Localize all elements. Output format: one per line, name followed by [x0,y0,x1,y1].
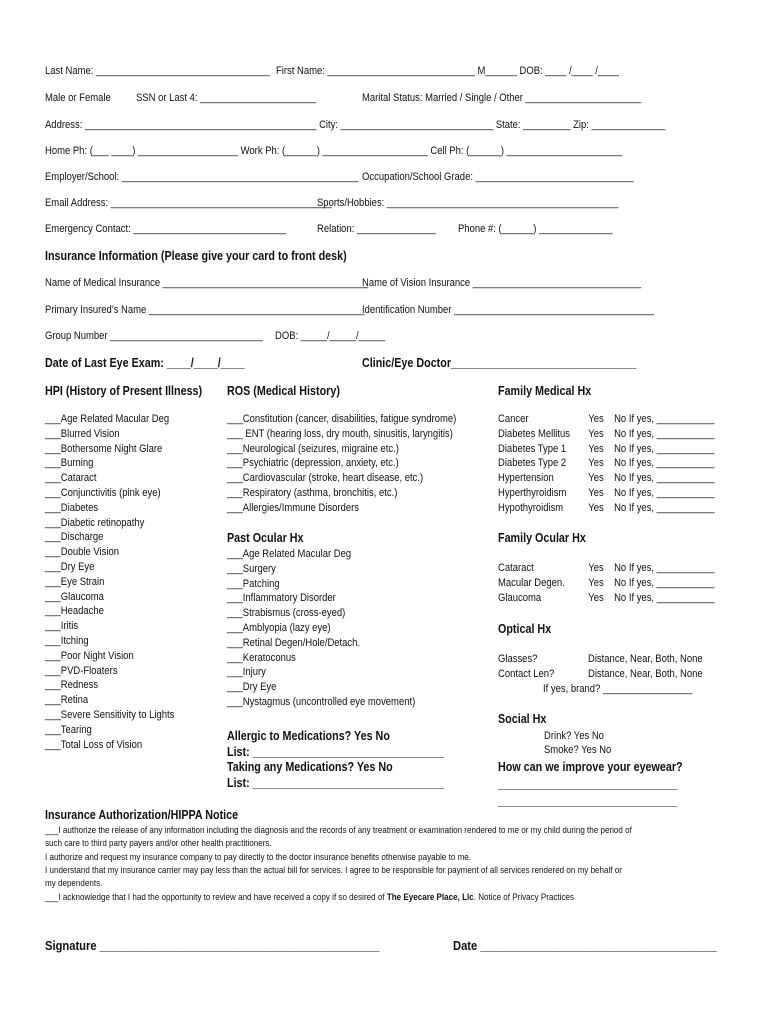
hpi-heading: HPI (History of Present Illness) [45,384,203,398]
ros-checklist-item[interactable]: ___Constitution (cancer, disabilities, fatigue syndrome) [227,413,457,425]
privacy-ack-text: ___I acknowledge that I had the opportunity to review and have received a copy if so desired of [45,892,387,903]
auth-responsibility-text-cont: my dependents. [45,878,103,889]
family-ocular-no-option[interactable]: No If yes, ___________ [614,562,715,574]
ros-checklist-item[interactable]: ___ ENT (hearing loss, dry mouth, sinusitis, laryngitis) [227,427,453,440]
family-ocular-row[interactable] [498,591,715,606]
practice-name: The Eyecare Place, Llc [386,892,474,903]
family-medical-no-option[interactable]: No If yes, ___________ [614,427,715,440]
hpi-checklist-item[interactable]: ___Total Loss of Vision [45,738,143,751]
contacts-options[interactable]: Distance, Near, Both, None [588,668,703,680]
phone-fields[interactable]: Home Ph: (___ ____) ___________________ Work Ph: (______) ____________________ Cell Ph: (______) ______________________ [45,145,623,157]
auth-release-text-cont: such care to third party payers and/or other health practitioners. [45,838,272,849]
hpi-checklist-item[interactable]: ___Diabetes [45,501,99,514]
authorization-heading: Insurance Authorization/HIPPA Notice [45,808,239,822]
medication-list-field[interactable]: List: ________________________________ [227,776,445,790]
auth-payment-text: I authorize and request my insurance company to pay directly to the doctor insurance benefits otherwise payable to me. [45,852,472,863]
family-ocular-list [498,561,715,605]
family-medical-yes-option[interactable]: Yes [588,501,604,514]
family-ocular-condition: Macular Degen. [498,576,565,589]
insurance-heading: Insurance Information (Please give your card to front desk) [45,249,347,263]
first-name-dob-field[interactable]: First Name: ____________________________ M______ DOB: ____ /____ /____ [276,65,619,77]
family-medical-row[interactable] [498,427,715,442]
occupation-field[interactable]: Occupation/School Grade: ______________________________ [362,171,634,183]
group-number-field[interactable]: Group Number _____________________________ [45,330,263,342]
hpi-checklist-item[interactable]: ___Tearing [45,723,92,736]
hpi-checklist-item[interactable]: ___Retina [45,694,89,707]
contacts-label: Contact Len? [498,668,555,680]
family-medical-condition: Diabetes Mellitus [498,427,571,440]
family-medical-yes-option[interactable]: Yes [588,472,604,485]
hpi-checklist-item[interactable]: ___Severe Sensitivity to Lights [45,708,175,721]
smoke-question[interactable]: Smoke? Yes No [544,744,612,756]
date-field[interactable]: Date ______________________________________ [453,938,717,953]
ros-checklist-item[interactable]: ___Psychiatric (depression, anxiety, etc.) [227,457,399,470]
email-field[interactable]: Email Address: __________________________________________ [45,197,332,209]
family-ocular-condition: Glaucoma [498,591,542,604]
past-ocular-list [227,547,446,710]
family-medical-no-option[interactable]: No If yes, ___________ [614,501,715,514]
hpi-checklist-item[interactable]: ___Conjunctivitis (pink eye) [45,486,161,499]
hpi-checklist-item[interactable]: ___Iritis [45,620,79,633]
hpi-checklist-item[interactable]: ___Blurred Vision [45,427,120,440]
hpi-checklist-item[interactable]: ___Discharge [45,531,104,544]
family-medical-row[interactable] [498,412,715,427]
past-ocular-checklist-item[interactable]: ___Inflammatory Disorder [227,592,336,605]
family-medical-yes-option[interactable]: Yes [588,457,604,470]
family-medical-condition: Diabetes Type 1 [498,442,567,455]
past-ocular-checklist-item[interactable]: ___Keratoconus [227,651,296,664]
ros-checklist-item[interactable]: ___Neurological (seizures, migraine etc.) [227,442,399,455]
identification-number-field[interactable]: Identification Number ______________________________________ [362,304,654,316]
family-medical-row[interactable] [498,442,715,457]
hpi-checklist-item[interactable]: ___Double Vision [45,546,119,559]
taking-medications-question[interactable]: Taking any Medications? Yes No [227,760,393,774]
hpi-checklist-item[interactable]: ___Cataract [45,472,97,485]
improve-answer-line-1[interactable]: ______________________________ [498,777,678,791]
past-ocular-checklist-item[interactable]: ___Age Related Macular Deg [227,548,352,560]
family-medical-no-option[interactable]: No If yes, ___________ [614,413,715,425]
auth-responsibility-text: I understand that my insurance carrier may pay less than the actual bill for services. I agree to be responsible for payment of all services rendered on my behalf or [45,865,622,876]
family-medical-row[interactable] [498,471,715,486]
family-ocular-condition: Cataract [498,562,534,574]
family-ocular-yes-option[interactable]: Yes [588,562,604,574]
improve-eyewear-question: How can we improve your eyewear? [498,760,683,774]
family-medical-yes-option[interactable]: Yes [588,413,604,425]
hpi-checklist-item[interactable]: ___Glaucoma [45,590,104,603]
family-medical-row[interactable] [498,456,715,471]
family-ocular-row[interactable] [498,576,715,591]
hpi-checklist-item[interactable]: ___Headache [45,605,104,618]
past-ocular-checklist-item[interactable]: ___Dry Eye [227,681,277,694]
past-ocular-heading: Past Ocular Hx [227,531,304,545]
past-ocular-checklist-item[interactable]: ___Retinal Degen/Hole/Detach. [227,636,361,649]
glasses-label: Glasses? [498,653,538,665]
family-medical-row[interactable] [498,486,715,501]
hpi-checklist-item[interactable]: ___Dry Eye [45,560,95,573]
family-medical-condition: Diabetes Type 2 [498,457,567,470]
hpi-checklist-item[interactable]: ___Bothersome Night Glare [45,442,163,455]
family-ocular-row[interactable] [498,561,715,576]
emergency-contact-field[interactable]: Emergency Contact: _____________________________ [45,223,286,235]
ros-list [227,412,494,516]
employer-field[interactable]: Employer/School: _____________________________________________ [45,171,359,183]
address-field[interactable]: Address: ____________________________________________ City: _____________________________ State: _________ Zip: ______________ [45,119,666,131]
last-eye-exam-field[interactable]: Date of Last Eye Exam: ____/____/____ [45,356,245,370]
improve-answer-line-2[interactable]: ______________________________ [498,794,678,808]
family-ocular-yes-option[interactable]: Yes [588,576,604,589]
ros-heading: ROS (Medical History) [227,384,340,398]
hpi-checklist-item[interactable]: ___PVD-Floaters [45,664,118,677]
past-ocular-checklist-item[interactable]: ___Injury [227,666,266,679]
social-heading: Social Hx [498,712,547,726]
drink-question[interactable]: Drink? Yes No [544,730,604,742]
marital-status-field[interactable]: Marital Status: Married / Single / Other ______________________ [362,92,642,104]
family-medical-no-option[interactable]: No If yes, ___________ [614,486,715,499]
optical-heading: Optical Hx [498,622,552,636]
past-ocular-checklist-item[interactable]: ___Surgery [227,562,276,575]
signature-field[interactable]: Signature _____________________________________________ [45,938,380,953]
hpi-checklist-item[interactable]: ___Eye Strain [45,575,105,588]
family-medical-no-option[interactable]: No If yes, ___________ [614,457,715,470]
past-ocular-checklist-item[interactable]: ___Strabismus (cross-eyed) [227,607,346,620]
medical-insurance-field[interactable]: Name of Medical Insurance _______________________________________ [45,277,368,289]
family-medical-condition: Cancer [498,413,529,425]
family-medical-heading: Family Medical Hx [498,384,592,398]
vision-insurance-field[interactable]: Name of Vision Insurance ________________________________ [362,277,642,289]
ros-checklist-item[interactable]: ___Cardiovascular (stroke, heart disease, etc.) [227,472,424,485]
hpi-checklist-item[interactable]: ___Redness [45,679,99,692]
hpi-checklist-item[interactable]: ___Itching [45,634,89,647]
hpi-checklist-item[interactable]: ___Diabetic retinopathy [45,516,145,529]
family-medical-yes-option[interactable]: Yes [588,427,604,440]
privacy-acknowledgement [45,892,574,904]
hobbies-field[interactable]: Sports/Hobbies: ____________________________________________ [317,197,619,209]
hpi-checklist-item[interactable]: ___Age Related Macular Deg [45,413,170,425]
allergic-medications-question[interactable]: Allergic to Medications? Yes No [227,729,390,743]
privacy-ack-suffix: . Notice of Privacy Practices [473,892,575,903]
hpi-list [45,412,195,752]
glasses-options[interactable]: Distance, Near, Both, None [588,653,703,665]
family-ocular-heading: Family Ocular Hx [498,531,586,545]
family-medical-row[interactable] [498,501,715,516]
family-medical-list [498,412,715,516]
family-medical-yes-option[interactable]: Yes [588,486,604,499]
sex-field[interactable]: Male or Female [45,92,111,104]
past-ocular-checklist-item[interactable]: ___Patching [227,577,280,590]
primary-insured-field[interactable]: Primary Insured’s Name _________________________________________ [45,304,365,316]
hpi-checklist-item[interactable]: ___Burning [45,457,94,470]
family-medical-condition: Hyperthyroidism [498,486,567,499]
emergency-phone-field[interactable]: Phone #: (______) ______________ [458,223,613,235]
ssn-field[interactable]: SSN or Last 4: ______________________ [136,92,316,104]
family-ocular-yes-option[interactable]: Yes [588,591,604,604]
family-ocular-no-option[interactable]: No If yes, ___________ [614,576,715,589]
clinic-doctor-field[interactable]: Clinic/Eye Doctor_______________________________ [362,356,637,370]
family-ocular-no-option[interactable]: No If yes, ___________ [614,591,715,604]
family-medical-no-option[interactable]: No If yes, ___________ [614,472,715,485]
brand-field[interactable]: If yes, brand? _________________ [543,683,693,695]
ros-checklist-item[interactable]: ___Respiratory (asthma, bronchitis, etc.) [227,486,398,499]
hpi-checklist-item[interactable]: ___Poor Night Vision [45,649,134,662]
ros-checklist-item[interactable]: ___Allergies/Immune Disorders [227,501,359,514]
family-medical-no-option[interactable]: No If yes, ___________ [614,442,715,455]
past-ocular-checklist-item[interactable]: ___Amblyopia (lazy eye) [227,621,331,634]
last-name-field[interactable]: Last Name: _________________________________ [45,65,270,77]
allergy-list-field[interactable]: List: ________________________________ [227,745,445,759]
family-medical-yes-option[interactable]: Yes [588,442,604,455]
past-ocular-checklist-item[interactable]: ___Nystagmus (uncontrolled eye movement) [227,695,416,708]
relation-field[interactable]: Relation: _______________ [317,223,436,235]
family-medical-condition: Hypothyroidism [498,501,564,514]
auth-release-text: ___I authorize the release of any information including the diagnosis and the records of any treatment or examination rendered to me or my child during the period of [45,825,632,836]
family-medical-condition: Hypertension [498,472,554,485]
insured-dob-field[interactable]: DOB: _____/_____/_____ [275,330,385,342]
